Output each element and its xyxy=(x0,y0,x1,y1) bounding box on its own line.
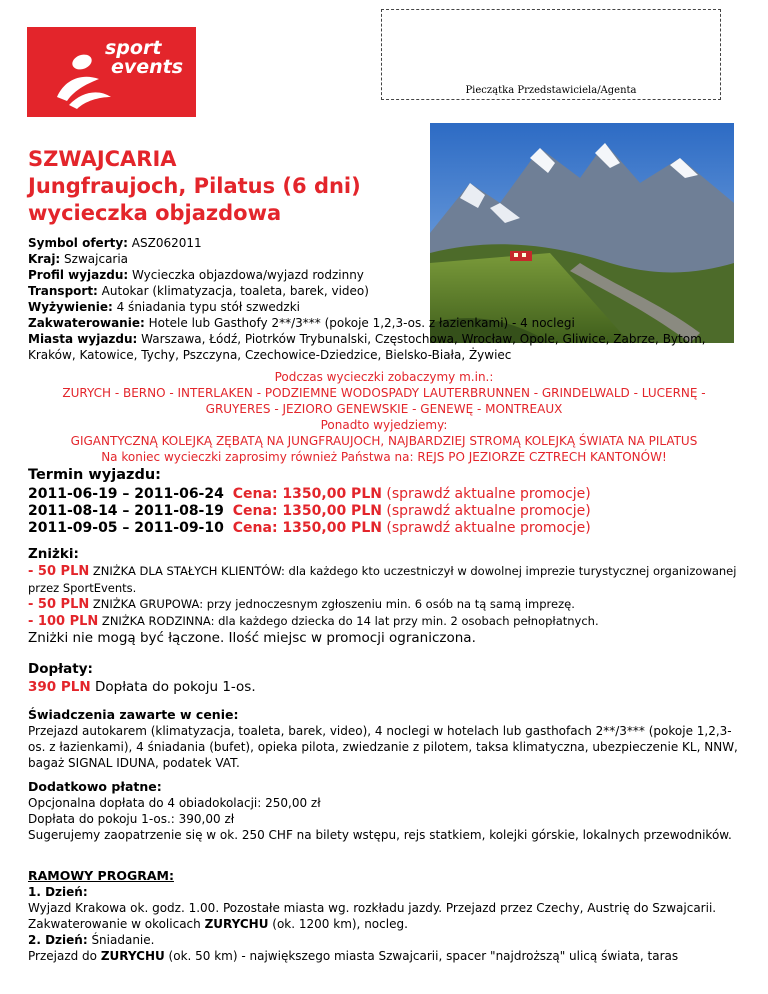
znizka-amount: - 100 PLN xyxy=(28,614,99,629)
title-destination: Jungfraujoch, Pilatus (6 dni) xyxy=(28,174,361,198)
fact-label: Wyżywienie: xyxy=(28,300,113,314)
fact-value: Autokar (klimatyzacja, toaleta, barek, video) xyxy=(97,284,369,298)
dodatkowo-list xyxy=(28,795,744,843)
logo-line-2: events xyxy=(111,56,184,78)
day1-text-end: (ok. 1200 km), nocleg. xyxy=(268,917,408,931)
fact-value: ASZ062011 xyxy=(127,236,202,250)
day-description xyxy=(28,948,744,964)
doplata-amount: 390 PLN xyxy=(28,679,91,695)
fact-label: Transport: xyxy=(28,284,98,298)
fact-value: Warszawa, Łódź, Piotrków Trybunalski, Częstochowa, Wrocław, Opole, Gliwice, Zabrze, Bytom, Kraków, Katowice, Tychy, Pszczyna, Czechowice-Dziedzice, Bielsko-Biała, Żywiec xyxy=(28,332,706,362)
znizka-amount: - 50 PLN xyxy=(28,597,90,612)
dodatkowo-line: Dopłata do pokoju 1-os.: 390,00 zł xyxy=(28,812,235,826)
highlights-line: ZURYCH - BERNO - INTERLAKEN - PODZIEMNE WODOSPADY LAUTERBRUNNEN - GRINDELWALD - LUCERNĘ - xyxy=(62,386,706,400)
termin-price: Cena: 1350,00 PLN xyxy=(232,503,382,519)
termin-list xyxy=(28,486,591,537)
highlights-line: GIGANTYCZNĄ KOLEJKĄ ZĘBATĄ NA JUNGFRAUJOCH, NAJBARDZIEJ STROMĄ KOLEJKĄ ŚWIATA NA PILATUS xyxy=(70,434,698,448)
fact-label: Kraj: xyxy=(28,252,61,266)
znizka-item xyxy=(28,613,748,630)
logo-line-1: sport xyxy=(105,37,162,59)
fact-label: Profil wyjazdu: xyxy=(28,268,129,282)
znizka-amount: - 50 PLN xyxy=(28,564,90,579)
znizka-text: ZNIŻKA DLA STAŁYCH KLIENTÓW: dla każdego kto uczestniczył w dowolnej imprezie turystycznej organizowanej przez SportEvents. xyxy=(28,564,737,595)
title-country: SZWAJCARIA xyxy=(28,147,177,171)
agent-stamp-box xyxy=(381,9,721,100)
doplaty-item xyxy=(28,679,256,695)
znizka-item xyxy=(28,563,748,596)
znizki-heading: Zniżki: xyxy=(28,546,79,562)
termin-dates: 2011-08-14 – 2011-08-19 xyxy=(28,503,224,519)
doplaty-heading: Dopłaty: xyxy=(28,661,93,677)
termin-promo-link[interactable]: (sprawdź aktualne promocje) xyxy=(381,520,591,536)
termin-row xyxy=(28,486,591,503)
day-label: 2. Dzień: xyxy=(28,933,88,947)
highlights-line: GRUYERES - JEZIORO GENEWSKIE - GENEWĘ - MONTREAUX xyxy=(205,402,563,416)
logo-wordmark xyxy=(105,39,183,77)
day2-text: Przejazd do xyxy=(28,949,101,963)
dodatkowo-heading: Dodatkowo płatne: xyxy=(28,779,162,794)
termin-price: Cena: 1350,00 PLN xyxy=(232,486,382,502)
fact-row xyxy=(28,299,748,315)
znizka-item xyxy=(28,596,748,613)
agent-stamp-label: Pieczątka Przedstawiciela/Agenta xyxy=(465,85,637,96)
doplata-text: Dopłata do pokoju 1-os. xyxy=(90,679,256,695)
sport-events-logo xyxy=(27,27,196,117)
fact-label: Symbol oferty: xyxy=(28,236,128,250)
fact-value: Hotele lub Gasthofy 2**/3*** (pokoje 1,2,3-os. z łazienkami) - 4 noclegi xyxy=(144,316,575,330)
termin-dates: 2011-06-19 – 2011-06-24 xyxy=(28,486,224,502)
day1-text: Wyjazd Krakowa ok. godz. 1.00. Pozostałe miasta wg. rozkładu jazdy. Przejazd przez Czechy, Austrię do Szwajcarii. Zakwaterowanie w okolicach xyxy=(28,901,717,931)
znizki-note: Zniżki nie mogą być łączone. Ilość miejsc w promocji ograniczona. xyxy=(28,630,476,646)
fact-label: Miasta wyjazdu: xyxy=(28,332,138,346)
termin-row xyxy=(28,503,591,520)
fact-row xyxy=(28,251,748,267)
dodatkowo-line: Sugerujemy zaopatrzenie się w ok. 250 CHF na bilety wstępu, rejs statkiem, kolejki górskie, lokalnych przewodników. xyxy=(28,828,732,842)
termin-promo-link[interactable]: (sprawdź aktualne promocje) xyxy=(381,486,591,502)
fact-row xyxy=(28,315,748,331)
fact-label: Zakwaterowanie: xyxy=(28,316,145,330)
termin-dates: 2011-09-05 – 2011-09-10 xyxy=(28,520,224,536)
znizka-text: ZNIŻKA GRUPOWA: przy jednoczesnym zgłoszeniu min. 6 osób na tą samą imprezę. xyxy=(89,597,575,611)
znizki-list xyxy=(28,563,748,646)
program-heading: RAMOWY PROGRAM: xyxy=(28,868,174,883)
trip-highlights xyxy=(18,369,750,465)
termin-heading: Termin wyjazdu: xyxy=(28,467,161,483)
day2-intro: Śniadanie. xyxy=(87,933,155,947)
highlights-line: Ponadto wyjedziemy: xyxy=(320,418,448,432)
termin-row xyxy=(28,520,591,537)
dodatkowo-line: Opcjonalna dopłata do 4 obiadokolacji: 250,00 zł xyxy=(28,796,321,810)
day1-city: ZURYCHU xyxy=(204,917,269,931)
termin-price: Cena: 1350,00 PLN xyxy=(232,520,382,536)
fact-value: Wycieczka objazdowa/wyjazd rodzinny xyxy=(128,268,364,282)
termin-promo-link[interactable]: (sprawdź aktualne promocje) xyxy=(381,503,591,519)
day-label: 1. Dzień: xyxy=(28,885,88,899)
highlights-line: Podczas wycieczki zobaczymy m.in.: xyxy=(274,370,494,384)
highlights-line: Na koniec wycieczki zaprosimy również Państwa na: REJS PO JEZIORZE CZTRECH KANTONÓW! xyxy=(101,450,667,464)
fact-row xyxy=(28,331,748,363)
offer-title xyxy=(28,146,361,227)
day-description xyxy=(28,900,744,932)
day2-city: ZURYCHU xyxy=(100,949,165,963)
offer-facts xyxy=(28,235,748,363)
title-trip-type: wycieczka objazdowa xyxy=(28,201,282,225)
swiadczenia-heading: Świadczenia zawarte w cenie: xyxy=(28,707,239,722)
fact-value: Szwajcaria xyxy=(60,252,129,266)
fact-row xyxy=(28,235,748,251)
fact-row xyxy=(28,283,748,299)
day2-text-end: (ok. 50 km) - największego miasta Szwajcarii, spacer "najdroższą" ulicą świata, taras xyxy=(164,949,679,963)
program-body xyxy=(28,884,744,964)
fact-value: 4 śniadania typu stół szwedzki xyxy=(112,300,300,314)
znizka-text: ZNIŻKA RODZINNA: dla każdego dziecka do 14 lat przy min. 2 osobach pełnopłatnych. xyxy=(98,614,599,628)
fact-row xyxy=(28,267,748,283)
swiadczenia-text: Przejazd autokarem (klimatyzacja, toaleta, barek, video), 4 noclegi w hotelach lub gasthofach 2**/3*** (pokoje 1,2,3-os. z łazienkami), 4 śniadania (bufet), opieka pilota, zwiedzanie z pilotem, taksa klimatyczna, ubezpieczenie KL, NNW, bagaż SIGNAL IDUNA, podatek VAT. xyxy=(28,724,738,770)
